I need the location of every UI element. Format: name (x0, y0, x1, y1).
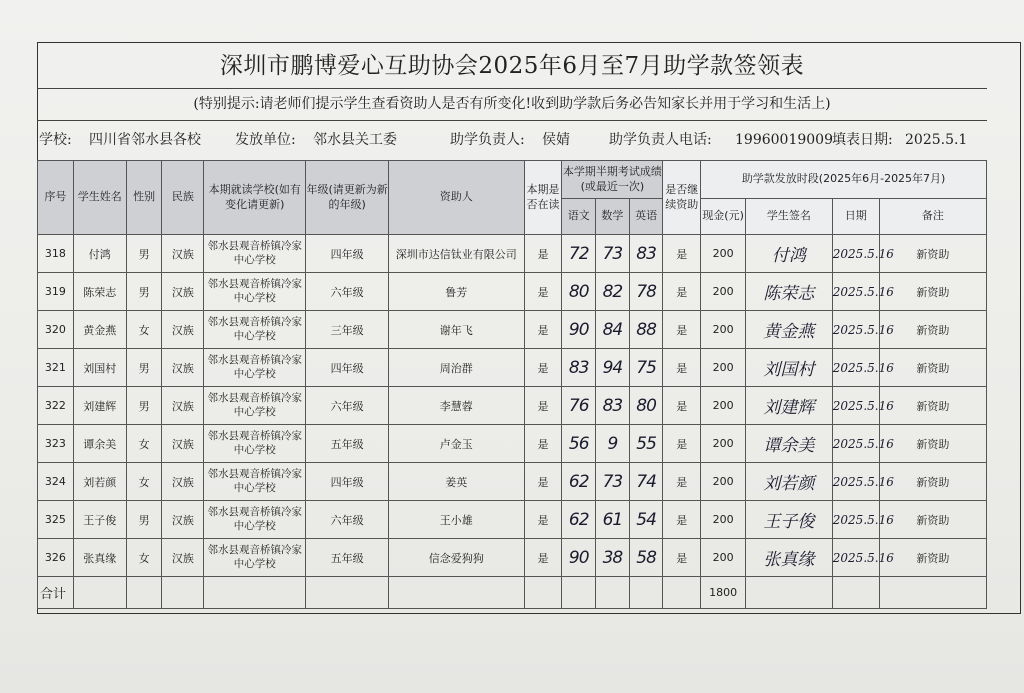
header-english: 英语 (629, 199, 663, 235)
score-chinese: 56 (562, 425, 596, 463)
remark: 新资助 (879, 501, 986, 539)
grade: 六年级 (306, 387, 389, 425)
in-school: 是 (524, 311, 562, 349)
score-english: 54 (629, 501, 663, 539)
score-chinese: 62 (562, 463, 596, 501)
table-row (38, 311, 987, 349)
sign-date: 2025.5.16 (832, 539, 879, 577)
ethnic: 汉族 (162, 235, 204, 273)
student-signature: 刘若颜 (746, 463, 833, 501)
cash-amount: 200 (701, 311, 746, 349)
sign-date: 2025.5.16 (832, 463, 879, 501)
sponsor: 王小雄 (388, 501, 524, 539)
score-math: 9 (596, 425, 630, 463)
remark: 新资助 (879, 235, 986, 273)
score-english: 78 (629, 273, 663, 311)
student-signature: 刘国村 (746, 349, 833, 387)
continue-aid: 是 (663, 501, 701, 539)
sign-table (37, 160, 987, 609)
cash-amount: 200 (701, 273, 746, 311)
row-number: 319 (38, 273, 74, 311)
in-school: 是 (524, 349, 562, 387)
row-number: 318 (38, 235, 74, 273)
table-row (38, 273, 987, 311)
remark: 新资助 (879, 387, 986, 425)
in-school: 是 (524, 273, 562, 311)
header-date: 日期 (832, 199, 879, 235)
table-row (38, 539, 987, 577)
grade: 五年级 (306, 425, 389, 463)
row-number: 322 (38, 387, 74, 425)
student-name: 付鸿 (73, 235, 126, 273)
header-cash: 现金(元) (701, 199, 746, 235)
student-name: 陈荣志 (73, 273, 126, 311)
cash-amount: 200 (701, 425, 746, 463)
sign-date: 2025.5.16 (832, 311, 879, 349)
student-signature: 谭余美 (746, 425, 833, 463)
student-name: 刘若颜 (73, 463, 126, 501)
score-math: 61 (596, 501, 630, 539)
row-number: 320 (38, 311, 74, 349)
in-school: 是 (524, 387, 562, 425)
row-number: 325 (38, 501, 74, 539)
sign-date: 2025.5.16 (832, 501, 879, 539)
score-chinese: 83 (562, 349, 596, 387)
student-signature: 刘建辉 (746, 387, 833, 425)
sponsor: 李慧蓉 (388, 387, 524, 425)
header-remark: 备注 (879, 199, 986, 235)
score-math: 38 (596, 539, 630, 577)
in-school: 是 (524, 463, 562, 501)
continue-aid: 是 (663, 311, 701, 349)
continue-aid: 是 (663, 387, 701, 425)
student-signature: 陈荣志 (746, 273, 833, 311)
continue-aid: 是 (663, 235, 701, 273)
student-signature: 王子俊 (746, 501, 833, 539)
ethnic: 汉族 (162, 387, 204, 425)
sign-date: 2025.5.16 (832, 235, 879, 273)
school-value: 四川省邻水县各校 (89, 132, 201, 148)
sponsor: 鲁芳 (388, 273, 524, 311)
school-name: 邻水县观音桥镇冷家中心学校 (204, 501, 306, 539)
in-school: 是 (524, 501, 562, 539)
score-english: 75 (629, 349, 663, 387)
score-math: 82 (596, 273, 630, 311)
cash-amount: 200 (701, 463, 746, 501)
school-name: 邻水县观音桥镇冷家中心学校 (204, 349, 306, 387)
school-label: 学校: (39, 132, 72, 148)
school-name: 邻水县观音桥镇冷家中心学校 (204, 387, 306, 425)
student-signature: 张真缘 (746, 539, 833, 577)
total-label: 合计 (38, 577, 74, 609)
remark: 新资助 (879, 273, 986, 311)
issuer-value: 邻水县关工委 (313, 132, 397, 148)
gender: 男 (126, 501, 162, 539)
row-number: 323 (38, 425, 74, 463)
sign-date: 2025.5.16 (832, 387, 879, 425)
gender: 女 (126, 311, 162, 349)
owner-label: 助学负责人: (450, 132, 525, 148)
sponsor: 卢金玉 (388, 425, 524, 463)
row-number: 324 (38, 463, 74, 501)
continue-aid: 是 (663, 349, 701, 387)
total-row (38, 577, 987, 609)
phone-value: 19960019009 (735, 132, 833, 148)
ethnic: 汉族 (162, 349, 204, 387)
grade: 三年级 (306, 311, 389, 349)
continue-aid: 是 (663, 273, 701, 311)
remark: 新资助 (879, 349, 986, 387)
gender: 男 (126, 349, 162, 387)
header-gender: 性别 (126, 161, 162, 235)
continue-aid: 是 (663, 463, 701, 501)
score-chinese: 90 (562, 539, 596, 577)
score-chinese: 76 (562, 387, 596, 425)
ethnic: 汉族 (162, 311, 204, 349)
table-row (38, 425, 987, 463)
in-school: 是 (524, 425, 562, 463)
score-english: 83 (629, 235, 663, 273)
gender: 男 (126, 387, 162, 425)
score-chinese: 62 (562, 501, 596, 539)
gender: 男 (126, 273, 162, 311)
grade: 六年级 (306, 501, 389, 539)
score-chinese: 80 (562, 273, 596, 311)
sign-date: 2025.5.16 (832, 349, 879, 387)
in-school: 是 (524, 235, 562, 273)
owner-value: 侯婧 (542, 132, 570, 148)
cash-amount: 200 (701, 387, 746, 425)
score-english: 58 (629, 539, 663, 577)
student-signature: 付鸿 (746, 235, 833, 273)
table-row (38, 349, 987, 387)
header-school: 本期就读学校(如有变化请更新) (204, 161, 306, 235)
grade: 四年级 (306, 463, 389, 501)
remark: 新资助 (879, 463, 986, 501)
student-name: 刘建辉 (73, 387, 126, 425)
in-school: 是 (524, 539, 562, 577)
table-row (38, 235, 987, 273)
table-row (38, 387, 987, 425)
fill-date-label: 填表日期: (832, 132, 893, 148)
school-name: 邻水县观音桥镇冷家中心学校 (204, 311, 306, 349)
school-name: 邻水县观音桥镇冷家中心学校 (204, 425, 306, 463)
student-signature: 黄金燕 (746, 311, 833, 349)
gender: 女 (126, 463, 162, 501)
sponsor: 周治群 (388, 349, 524, 387)
student-name: 谭余美 (73, 425, 126, 463)
ethnic: 汉族 (162, 273, 204, 311)
score-chinese: 90 (562, 311, 596, 349)
sign-date: 2025.5.16 (832, 273, 879, 311)
special-notice: (特别提示:请老师们提示学生查看资助人是否有所变化!收到助学款后务必告知家长并用于学习和生活上) (37, 88, 987, 121)
student-name: 黄金燕 (73, 311, 126, 349)
header-chinese: 语文 (562, 199, 596, 235)
table-row (38, 463, 987, 501)
header-ethnic: 民族 (162, 161, 204, 235)
gender: 女 (126, 539, 162, 577)
ethnic: 汉族 (162, 463, 204, 501)
grade: 五年级 (306, 539, 389, 577)
remark: 新资助 (879, 425, 986, 463)
student-name: 刘国村 (73, 349, 126, 387)
ethnic: 汉族 (162, 539, 204, 577)
sponsor: 深圳市达信钛业有限公司 (388, 235, 524, 273)
header-in-school: 本期是否在读 (524, 161, 562, 235)
header-period: 助学款发放时段(2025年6月-2025年7月) (701, 161, 987, 199)
score-english: 55 (629, 425, 663, 463)
student-name: 王子俊 (73, 501, 126, 539)
fill-date-value: 2025.5.1 (905, 132, 968, 148)
header-scores: 本学期半期考试成绩(或最近一次) (562, 161, 663, 199)
ethnic: 汉族 (162, 501, 204, 539)
cash-amount: 200 (701, 349, 746, 387)
gender: 女 (126, 425, 162, 463)
sponsor: 信念爱狗狗 (388, 539, 524, 577)
row-number: 326 (38, 539, 74, 577)
sponsor: 姜英 (388, 463, 524, 501)
school-name: 邻水县观音桥镇冷家中心学校 (204, 539, 306, 577)
total-cash: 1800 (701, 577, 746, 609)
score-english: 80 (629, 387, 663, 425)
cash-amount: 200 (701, 501, 746, 539)
student-name: 张真缘 (73, 539, 126, 577)
table-row (38, 501, 987, 539)
sponsor: 谢年飞 (388, 311, 524, 349)
header-grade: 年级(请更新为新的年级) (306, 161, 389, 235)
grade: 四年级 (306, 349, 389, 387)
header-sponsor: 资助人 (388, 161, 524, 235)
score-math: 83 (596, 387, 630, 425)
score-english: 74 (629, 463, 663, 501)
header-math: 数学 (596, 199, 630, 235)
remark: 新资助 (879, 539, 986, 577)
gender: 男 (126, 235, 162, 273)
info-bar (37, 120, 1024, 160)
school-name: 邻水县观音桥镇冷家中心学校 (204, 273, 306, 311)
school-name: 邻水县观音桥镇冷家中心学校 (204, 235, 306, 273)
continue-aid: 是 (663, 425, 701, 463)
score-chinese: 72 (562, 235, 596, 273)
table-body (38, 235, 987, 577)
grade: 四年级 (306, 235, 389, 273)
score-math: 73 (596, 463, 630, 501)
phone-label: 助学负责人电话: (609, 132, 712, 148)
cash-amount: 200 (701, 539, 746, 577)
remark: 新资助 (879, 311, 986, 349)
header-name: 学生姓名 (73, 161, 126, 235)
grade: 六年级 (306, 273, 389, 311)
form-title: 深圳市鹏博爱心互助协会2025年6月至7月助学款签领表 (37, 44, 987, 89)
ethnic: 汉族 (162, 425, 204, 463)
continue-aid: 是 (663, 539, 701, 577)
row-number: 321 (38, 349, 74, 387)
score-english: 88 (629, 311, 663, 349)
issuer-label: 发放单位: (235, 132, 296, 148)
cash-amount: 200 (701, 235, 746, 273)
score-math: 94 (596, 349, 630, 387)
header-continue: 是否继续资助 (663, 161, 701, 235)
school-name: 邻水县观音桥镇冷家中心学校 (204, 463, 306, 501)
score-math: 84 (596, 311, 630, 349)
header-no: 序号 (38, 161, 74, 235)
score-math: 73 (596, 235, 630, 273)
sign-date: 2025.5.16 (832, 425, 879, 463)
header-signature: 学生签名 (746, 199, 833, 235)
